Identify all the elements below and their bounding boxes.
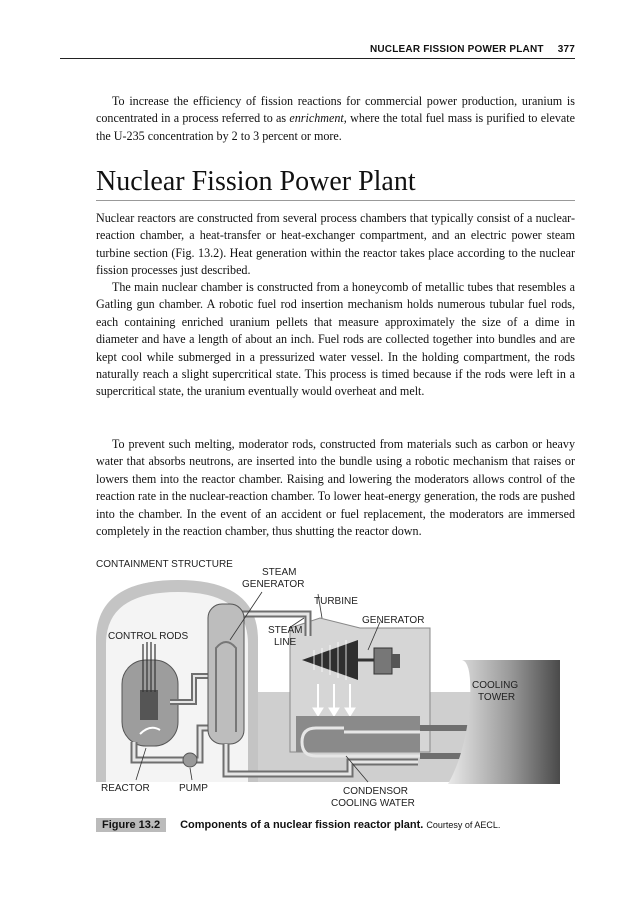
running-title: NUCLEAR FISSION POWER PLANT bbox=[369, 44, 544, 55]
page-number: 377 bbox=[557, 44, 575, 55]
label-cooling-tower-1: COOLING bbox=[472, 680, 519, 691]
label-steam-line-1: STEAM bbox=[268, 625, 303, 636]
pump bbox=[183, 753, 197, 767]
emphasis-enrichment: enrichment, bbox=[289, 111, 347, 126]
running-header bbox=[60, 44, 575, 59]
label-containment-structure: CONTAINMENT STRUCTURE bbox=[96, 559, 233, 570]
reactor-plant-diagram bbox=[90, 552, 560, 810]
paragraph-enrichment: To increase the efficiency of fission reactions for commercial power production, uranium is concentrated in a process referred to as enrichment, where the total fuel mass is purified to elevate the U-235 concentration by 2 to 3 percent or more. bbox=[96, 94, 575, 143]
paragraph-main-chamber: The main nuclear chamber is constructed from a honeycomb of metallic tubes that resembles a Gatling gun chamber. A robotic fuel rod insertion mechanism holds numerous tubular fuel rods, each containing enriched uranium pellets that measure approximately the size of a dime in diameter and have a length of about an inch. Fuel rods are collected together into bundles and are kept cool while submerged in a pressurized water vessel. In the holding compartment, the rods naturally reach a slight supercritical state. This process is timed because if the rods were left in a supercritical state, the uranium eventually would overheat and melt. bbox=[96, 280, 575, 399]
label-steam-generator-2: GENERATOR bbox=[242, 579, 305, 590]
reactor-core bbox=[140, 690, 158, 720]
figure-caption-text: Components of a nuclear fission reactor plant. bbox=[180, 819, 424, 831]
section-title: Nuclear Fission Power Plant bbox=[96, 164, 575, 201]
generator bbox=[374, 648, 392, 674]
label-condensor: CONDENSOR bbox=[343, 786, 409, 797]
figure-caption bbox=[96, 818, 576, 832]
figure-number: Figure 13.2 bbox=[96, 818, 166, 832]
label-steam-generator-1: STEAM bbox=[262, 567, 297, 578]
label-steam-line-2: LINE bbox=[274, 637, 297, 648]
figure-credit: Courtesy of AECL. bbox=[426, 820, 501, 830]
steam-generator bbox=[208, 604, 244, 744]
label-reactor: REACTOR bbox=[101, 783, 150, 794]
condensor bbox=[296, 716, 420, 752]
label-pump: PUMP bbox=[179, 783, 208, 794]
paragraph-moderators: To prevent such melting, moderator rods, constructed from materials such as carbon or heavy water that absorbs neutrons, are inserted into the bundle using a robotic mechanism that raises or lowers them into the reactor chamber. Raising and lowering the moderators allows control of the reaction rate in the nuclear-reaction chamber. To lower heat-energy generation, the rods are pushed into the chamber. In the event of an accident or fuel replacement, the moderators are immersed completely in the reaction chamber, thus shutting the reactor down. bbox=[96, 437, 575, 539]
label-control-rods: CONTROL RODS bbox=[108, 631, 189, 642]
label-cooling-tower-2: TOWER bbox=[478, 692, 516, 703]
label-generator: GENERATOR bbox=[362, 615, 425, 626]
label-turbine: TURBINE bbox=[314, 596, 358, 607]
label-cooling-water: COOLING WATER bbox=[331, 798, 415, 809]
paragraph-reactors: Nuclear reactors are constructed from several process chambers that typically consist of a nuclear-reaction chamber, a heat-transfer or heat-exchanger compartment, and an electric power steam turbine section (Fig. 13.2). Heat generation within the reactor takes place according to the nuclear fission processes just described. bbox=[96, 211, 575, 278]
